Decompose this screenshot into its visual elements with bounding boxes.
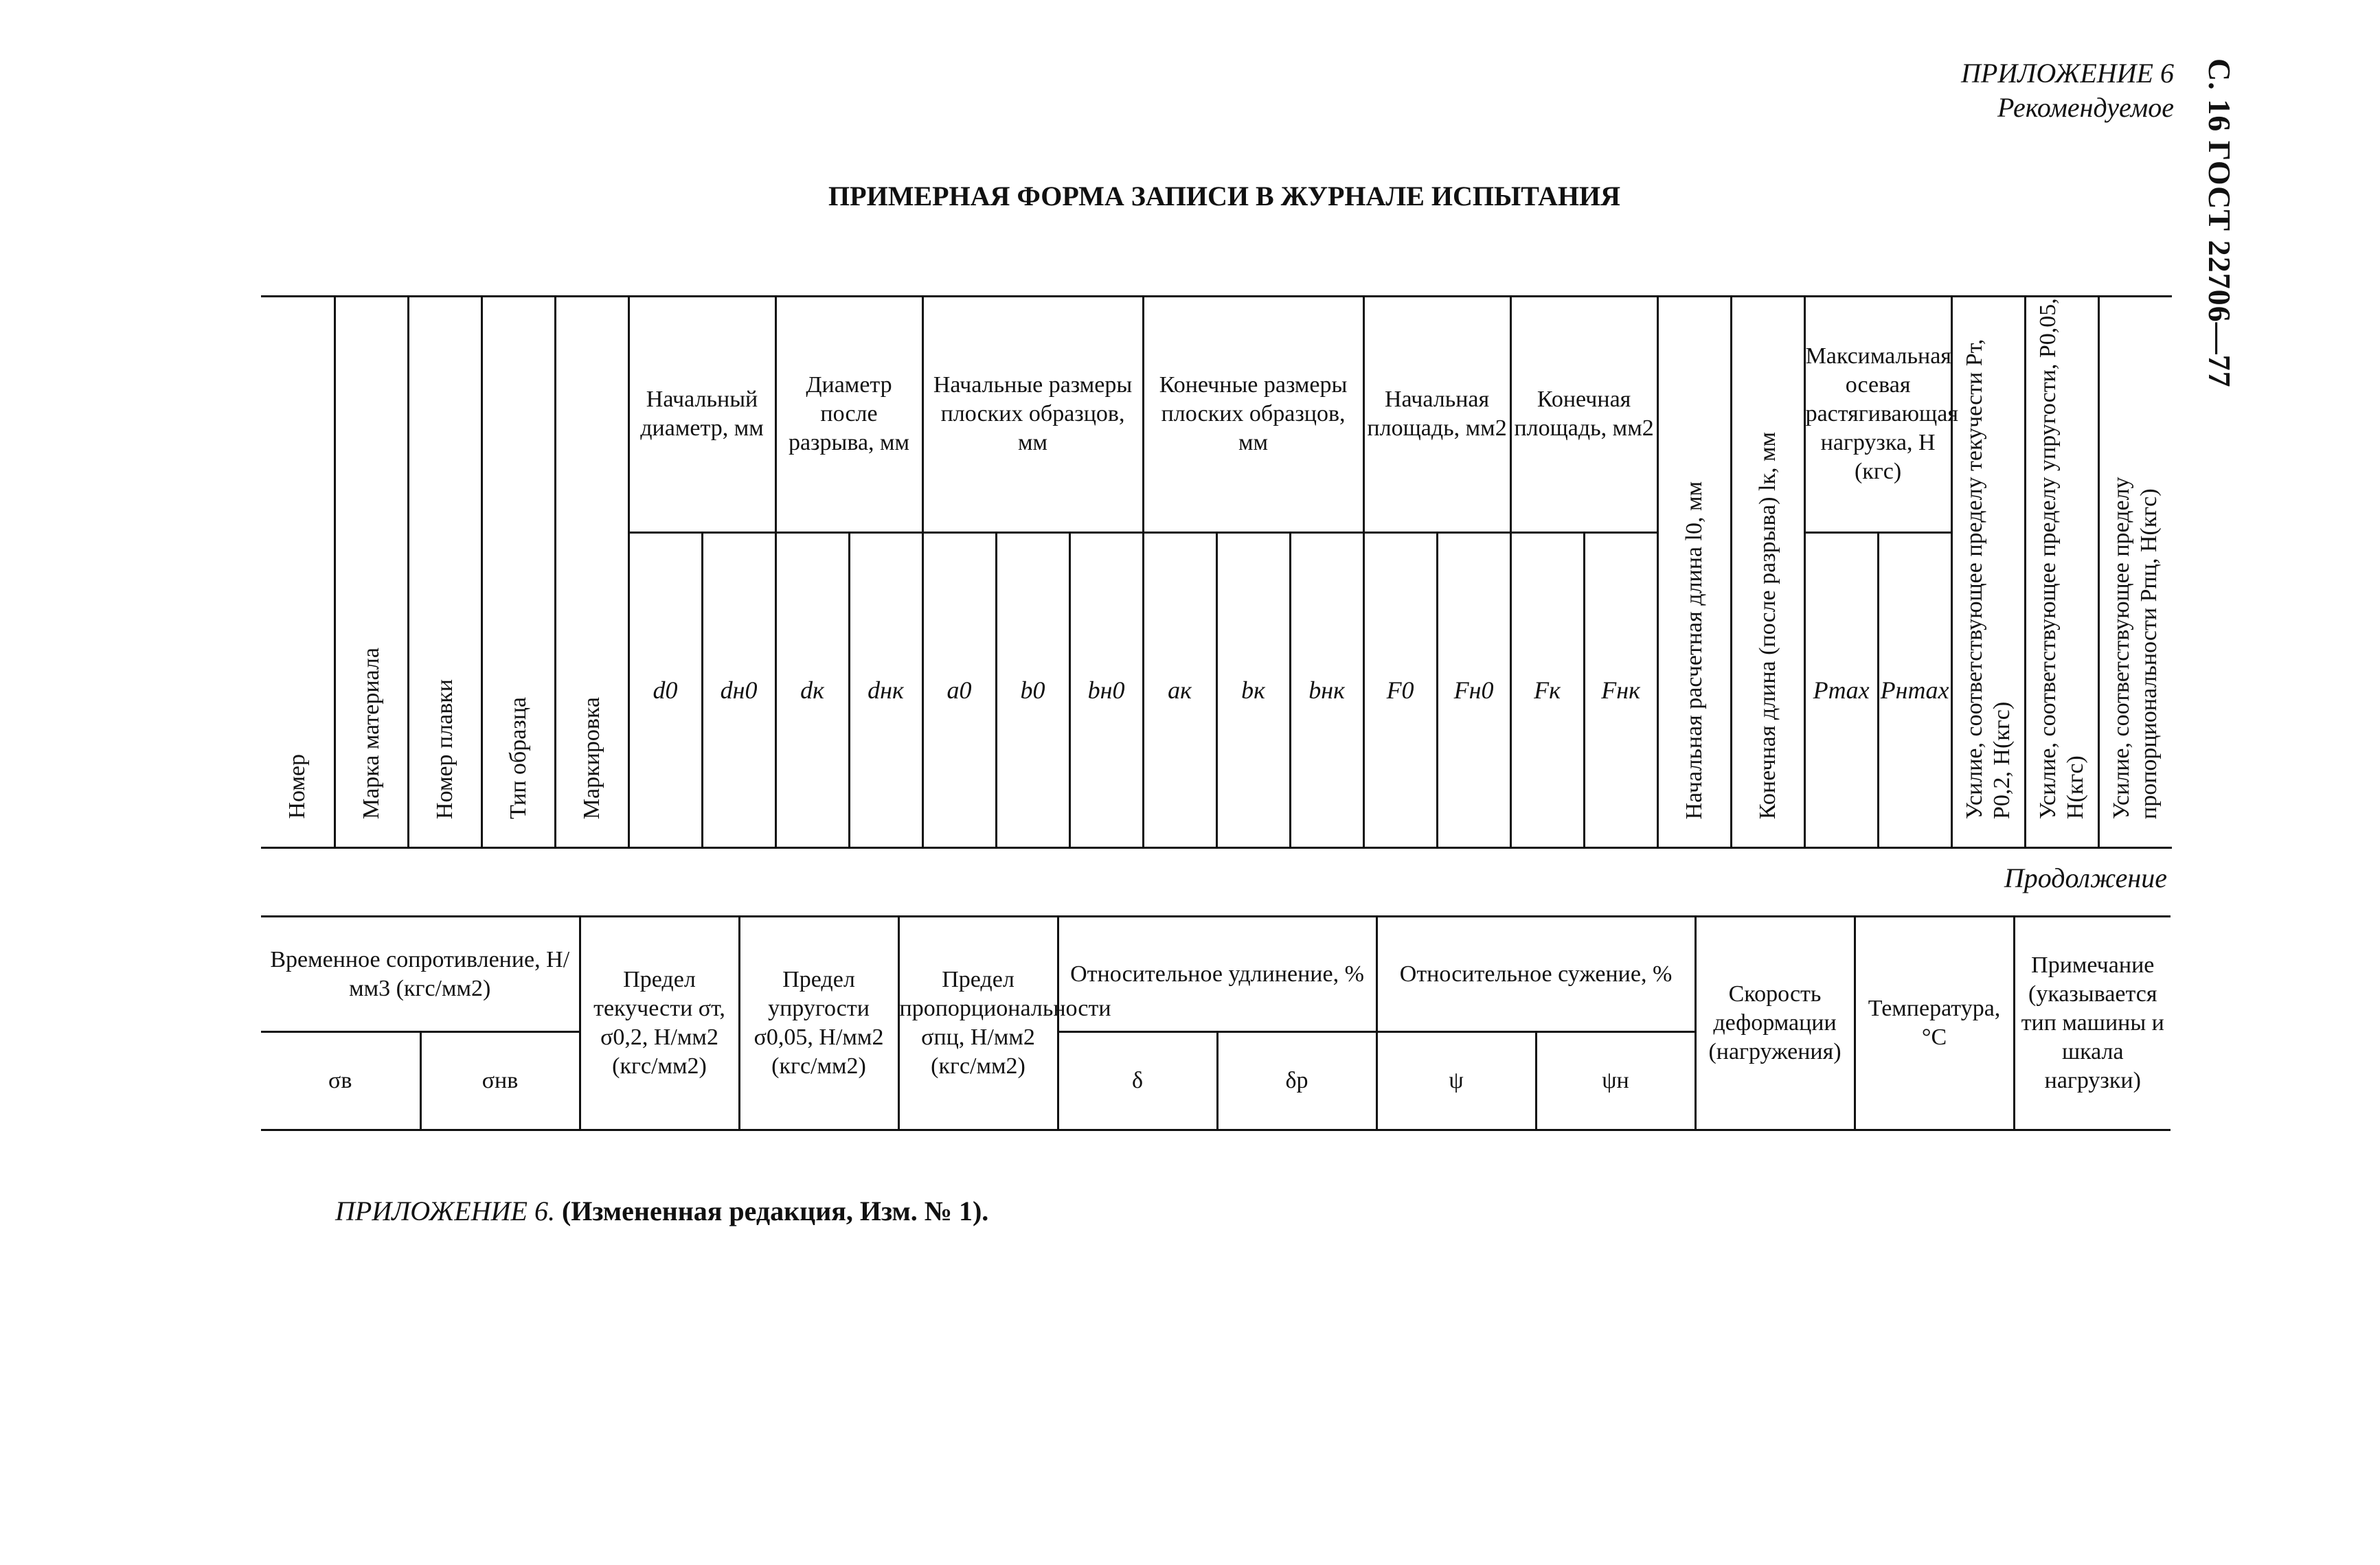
page-title: ПРИМЕРНАЯ ФОРМА ЗАПИСИ В ЖУРНАЛЕ ИСПЫТАНИЯ xyxy=(828,181,1620,212)
col-proportional-force: Усилие, соответствующее пределу пропорциональности Pпц, Н(кгс) xyxy=(2098,297,2172,848)
sub-Pmax: Pmax xyxy=(1804,532,1878,847)
col-specimen-type: Тип образца xyxy=(481,297,555,848)
col-strain-rate: Скорость деформации (нагружения) xyxy=(1695,917,1855,1130)
col-material-grade: Марка материала xyxy=(335,297,408,848)
sub-psi: ψ xyxy=(1376,1032,1536,1130)
footer-edition: (Измененная редакция, Изм. № 1). xyxy=(561,1196,989,1226)
col-heat-number: Номер плавки xyxy=(408,297,481,848)
col-proportional-limit: Предел пропорциональности σпц, Н/мм2 (кгс/мм2) xyxy=(898,917,1058,1130)
col-yield-stress: Предел текучести σт, σ0,2, Н/мм2 (кгс/мм2) xyxy=(580,917,739,1130)
journal-table-main xyxy=(261,295,2172,849)
appendix-header xyxy=(1961,56,2174,125)
appendix-number: ПРИЛОЖЕНИЕ 6 xyxy=(1961,58,2174,89)
group-diameter-after-break: Диаметр после разрыва, мм xyxy=(775,297,922,533)
sub-ak: aк xyxy=(1143,532,1216,847)
sub-dkn: dнк xyxy=(849,532,922,847)
group-max-load: Максимальная осевая растягивающая нагрузка, Н (кгс) xyxy=(1804,297,1951,533)
sub-sigma-v: σв xyxy=(261,1032,420,1130)
footer-appendix: ПРИЛОЖЕНИЕ 6. xyxy=(335,1196,555,1226)
sub-bkn: bнк xyxy=(1290,532,1363,847)
sub-Fk: Fк xyxy=(1510,532,1584,847)
journal-table-continuation xyxy=(261,915,2171,1131)
group-final-flat-sizes: Конечные размеры плоских образцов, мм xyxy=(1143,297,1363,533)
appendix-status: Рекомендуемое xyxy=(1997,92,2174,123)
col-number: Номер xyxy=(261,297,335,848)
sub-b0: b0 xyxy=(996,532,1069,847)
sub-b0n: bн0 xyxy=(1069,532,1143,847)
col-initial-gauge-length: Начальная расчетная длина l0, мм xyxy=(1657,297,1731,848)
sub-bk: bк xyxy=(1216,532,1290,847)
sub-d0n: dн0 xyxy=(702,532,775,847)
sub-F0: F0 xyxy=(1363,532,1437,847)
page-reference: С. 16 ГОСТ 22706—77 xyxy=(2202,58,2237,388)
sub-delta: δ xyxy=(1058,1032,1217,1130)
group-tensile-strength: Временное сопротивление, Н/мм3 (кгс/мм2) xyxy=(261,917,580,1032)
sub-a0: a0 xyxy=(922,532,996,847)
group-initial-flat-sizes: Начальные размеры плоских образцов, мм xyxy=(922,297,1143,533)
group-initial-area: Начальная площадь, мм2 xyxy=(1363,297,1510,533)
col-final-length: Конечная длина (после разрыва) lк, мм xyxy=(1731,297,1804,848)
group-elongation: Относительное удлинение, % xyxy=(1058,917,1376,1032)
sub-psi-n: ψн xyxy=(1536,1032,1695,1130)
sub-Fkn: Fнк xyxy=(1584,532,1657,847)
col-note: Примечание (указывается тип машины и шкала нагрузки) xyxy=(2014,917,2171,1130)
group-initial-diameter: Начальный диаметр, мм xyxy=(628,297,775,533)
sub-delta-r: δр xyxy=(1217,1032,1376,1130)
sub-d0: d0 xyxy=(628,532,702,847)
group-contraction: Относительное сужение, % xyxy=(1376,917,1695,1032)
col-temperature: Температура, °С xyxy=(1855,917,2014,1130)
sub-Pmaxn: Pнmax xyxy=(1878,532,1951,847)
sub-dk: dк xyxy=(775,532,849,847)
col-elastic-force: Усилие, соответствующее пределу упругости, P0,05, Н(кгс) xyxy=(2025,297,2098,848)
sub-F0n: Fн0 xyxy=(1437,532,1510,847)
footer-note xyxy=(335,1195,988,1227)
col-elastic-limit: Предел упругости σ0,05, Н/мм2 (кгс/мм2) xyxy=(739,917,898,1130)
sub-sigma-vn: σнв xyxy=(420,1032,580,1130)
col-marking: Маркировка xyxy=(555,297,628,848)
continuation-label: Продолжение xyxy=(2004,863,2167,893)
group-final-area: Конечная площадь, мм2 xyxy=(1510,297,1657,533)
col-yield-force: Усилие, соответствующее пределу текучести Pт, P0,2, Н(кгс) xyxy=(1951,297,2025,848)
